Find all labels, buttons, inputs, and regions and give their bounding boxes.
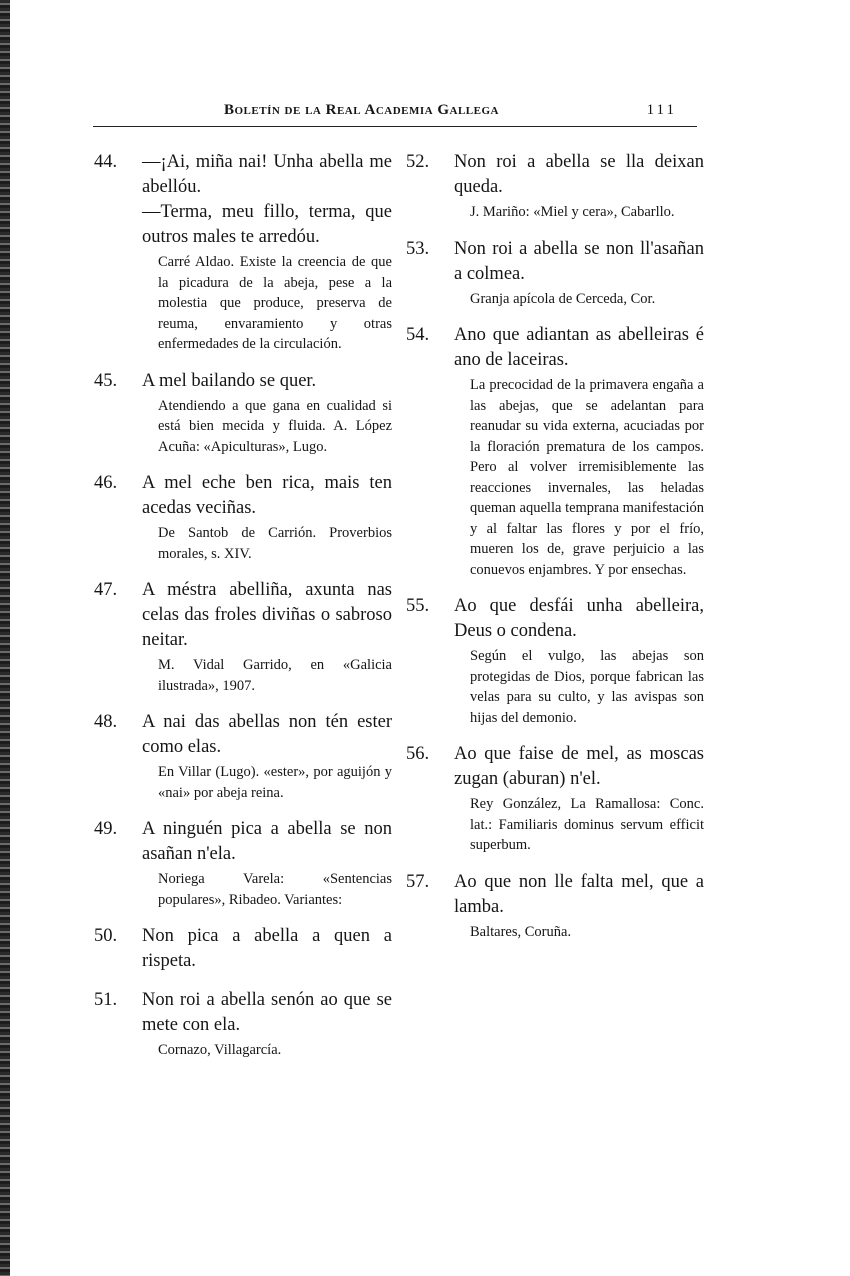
entry-number: 54. xyxy=(406,325,430,345)
running-header xyxy=(93,100,697,127)
entry-number: 45. xyxy=(94,370,118,391)
entry-note: Granja apícola de Cerceda, Cor. xyxy=(470,290,656,307)
entry-note: Rey González, La Ramallosa: Conc. lat.: Familiaris dominus servum efficit superbum. xyxy=(470,796,704,853)
proverb-entry-46 xyxy=(94,471,392,564)
proverb-line: A mel bailando se quer. xyxy=(142,370,317,391)
entry-number: 56. xyxy=(406,744,430,764)
proverb-line: Ao que faise de mel, as moscas zugan (aburan) n'el. xyxy=(454,744,704,789)
proverb-entry-53 xyxy=(406,237,704,310)
proverb-entry-44 xyxy=(94,150,392,355)
right-column xyxy=(406,150,704,956)
proverb-entry-50 xyxy=(94,924,392,974)
entry-number: 52. xyxy=(406,152,430,172)
proverb-line: Ao que desfái unha abelleira, Deus o condena. xyxy=(454,596,704,641)
entry-number: 44. xyxy=(94,152,118,172)
entry-number: 57. xyxy=(406,871,430,892)
proverb-line: A méstra abelliña, axunta nas celas das froles diviñas o sabroso neitar. xyxy=(142,580,392,650)
proverb-entry-45 xyxy=(94,369,392,458)
entry-number: 53. xyxy=(406,238,430,259)
entry-note: En Villar (Lugo). «ester», por aguijón y «nai» por abeja reina. xyxy=(158,764,392,801)
proverb-line: Non roi a abella se non ll'asañan a colmea. xyxy=(454,238,704,284)
entry-note: Baltares, Coruña. xyxy=(470,923,572,940)
proverb-line: Ano que adiantan as abelleiras é ano de laceiras. xyxy=(454,325,704,370)
entry-note: Carré Aldao. Existe la creencia de que la picadura de la abeja, pese a la molestia que produce, preserva de reuma, envaramiento y otras enfermedades de la circulación. xyxy=(158,254,392,352)
proverb-entry-48 xyxy=(94,710,392,803)
entry-number: 55. xyxy=(406,596,430,616)
entry-note: De Santob de Carrión. Proverbios morales, s. XIV. xyxy=(158,525,392,562)
entry-number: 49. xyxy=(94,819,118,839)
entry-number: 46. xyxy=(94,473,118,493)
proverb-line: Ao que non lle falta mel, que a lamba. xyxy=(454,871,704,917)
journal-title: Boletín de la Real Academia Gallega xyxy=(224,102,499,118)
proverb-entry-51 xyxy=(94,988,392,1061)
entry-number: 47. xyxy=(94,580,118,600)
left-column xyxy=(94,150,392,1075)
entry-note: Atendiendo a que gana en cualidad si está bien mecida y fluida. A. López Acuña: «Apiculturas», Lugo. xyxy=(158,397,392,455)
proverb-entry-47 xyxy=(94,578,392,696)
entry-note: Noriega Varela: «Sentencias populares», Ribadeo. Variantes: xyxy=(158,871,392,908)
proverb-entry-57 xyxy=(406,870,704,943)
proverb-entry-52 xyxy=(406,150,704,223)
entry-note: J. Mariño: «Miel y cera», Cabarllo. xyxy=(470,204,675,220)
proverb-line: Non roi a abella senón ao que se mete con ela. xyxy=(142,990,392,1035)
entry-note: Cornazo, Villagarcía. xyxy=(158,1042,282,1058)
entry-number: 48. xyxy=(94,712,118,732)
page-number: 111 xyxy=(646,102,677,118)
proverb-line: A ninguén pica a abella se non asañan n'ela. xyxy=(142,819,392,864)
entry-note: M. Vidal Garrido, en «Galicia ilustrada», 1907. xyxy=(158,657,392,694)
entry-number: 50. xyxy=(94,926,118,946)
proverb-entry-54 xyxy=(406,323,704,580)
proverb-line: —Terma, meu fillo, terma, que outros males te arredóu. xyxy=(142,202,392,247)
proverb-line: —¡Ai, miña nai! Unha abella me abellóu. xyxy=(142,152,392,197)
proverb-line: Non pica a abella a quen a rispeta. xyxy=(142,926,392,971)
entry-note: Según el vulgo, las abejas son protegidas de Dios, porque fabrican las velas para su culto, y las avispas son hijas del demonio. xyxy=(470,648,704,726)
proverb-entry-49 xyxy=(94,817,392,910)
proverb-entry-56 xyxy=(406,742,704,856)
entry-note: La precocidad de la primavera engaña a las abejas, que se adelantan para reanudar su vida externa, acuciadas por la floración prematura de los campos. Pero al volver irremisiblemente las reacciones invernales, las heladas queman aquella temprana manifestación y al faltar las flores y por el frío, mueren los de, grave perjuicio a las conuevos enjambres. Y por ensechas. xyxy=(470,377,704,578)
page-binding-edge xyxy=(0,0,10,1276)
proverb-line: Non roi a abella se lla deixan queda. xyxy=(454,152,704,197)
proverb-entry-55 xyxy=(406,594,704,728)
proverb-line: A mel eche ben rica, mais ten acedas veciñas. xyxy=(142,473,392,518)
proverb-line: A nai das abellas non tén ester como elas. xyxy=(142,712,392,757)
entry-number: 51. xyxy=(94,990,118,1010)
